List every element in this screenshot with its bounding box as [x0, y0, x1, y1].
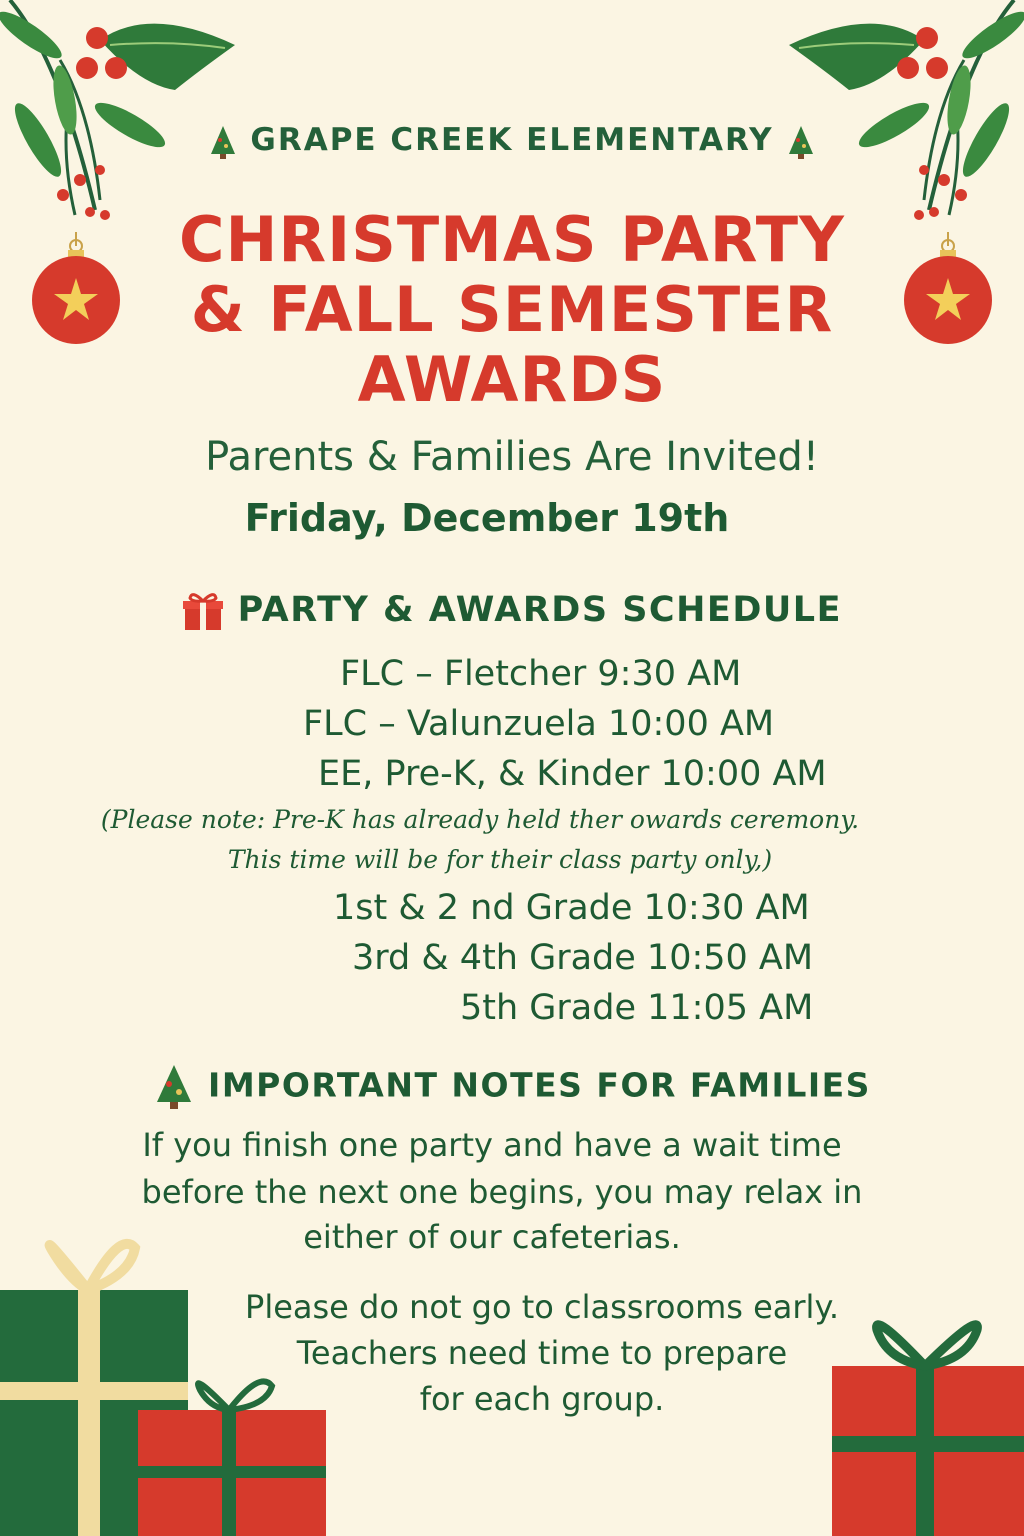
christmas-tree-icon	[786, 124, 816, 160]
invite-text: Parents & Families Are Invited!	[205, 434, 819, 480]
gift-icon	[832, 1310, 1024, 1536]
holly-icon	[774, 0, 1024, 230]
pre-k-note-line-2: This time will be for their class party only,)	[227, 845, 773, 874]
schedule-item: FLC – Fletcher 9:30 AM	[340, 654, 742, 694]
schedule-heading-row	[0, 590, 1024, 632]
pre-k-note-line-1: (Please note: Pre-K has already held ther owards ceremony.	[100, 805, 860, 834]
christmas-tree-icon	[208, 124, 238, 160]
schedule-item: 5th Grade 11:05 AM	[460, 988, 814, 1028]
note-paragraph-1-line-3: either of our cafeterias.	[303, 1218, 681, 1256]
schedule-item: FLC – Valunzuela 10:00 AM	[303, 704, 775, 744]
schedule-item: EE, Pre-K, & Kinder 10:00 AM	[318, 754, 827, 794]
note-paragraph-2-line-3: for each group.	[419, 1380, 665, 1418]
holly-icon	[0, 0, 250, 230]
note-paragraph-1-line-2: before the next one begins, you may relax in	[141, 1173, 863, 1211]
notes-heading: IMPORTANT NOTES FOR FAMILIES	[208, 1065, 871, 1105]
note-paragraph-2-line-2: Teachers need time to prepare	[296, 1334, 788, 1372]
event-title-line-2: & FALL SEMESTER	[190, 273, 834, 346]
schedule-item: 3rd & 4th Grade 10:50 AM	[352, 938, 814, 978]
event-title-line-3: AWARDS	[357, 343, 667, 416]
schedule-heading: PARTY & AWARDS SCHEDULE	[237, 590, 842, 630]
school-name-row	[0, 122, 1024, 160]
gift-icon	[0, 1230, 330, 1536]
note-paragraph-1-line-1: If you finish one party and have a wait time	[142, 1126, 842, 1164]
note-paragraph-2-line-1: Please do not go to classrooms early.	[245, 1288, 839, 1326]
schedule-item: 1st & 2 nd Grade 10:30 AM	[333, 888, 810, 928]
gift-icon	[182, 590, 224, 632]
school-name: GRAPE CREEK ELEMENTARY	[250, 122, 774, 158]
notes-heading-row	[0, 1062, 1024, 1112]
event-date: Friday, December 19th	[244, 496, 730, 540]
christmas-tree-icon	[153, 1062, 195, 1112]
event-title-line-1: CHRISTMAS PARTY	[179, 203, 845, 276]
